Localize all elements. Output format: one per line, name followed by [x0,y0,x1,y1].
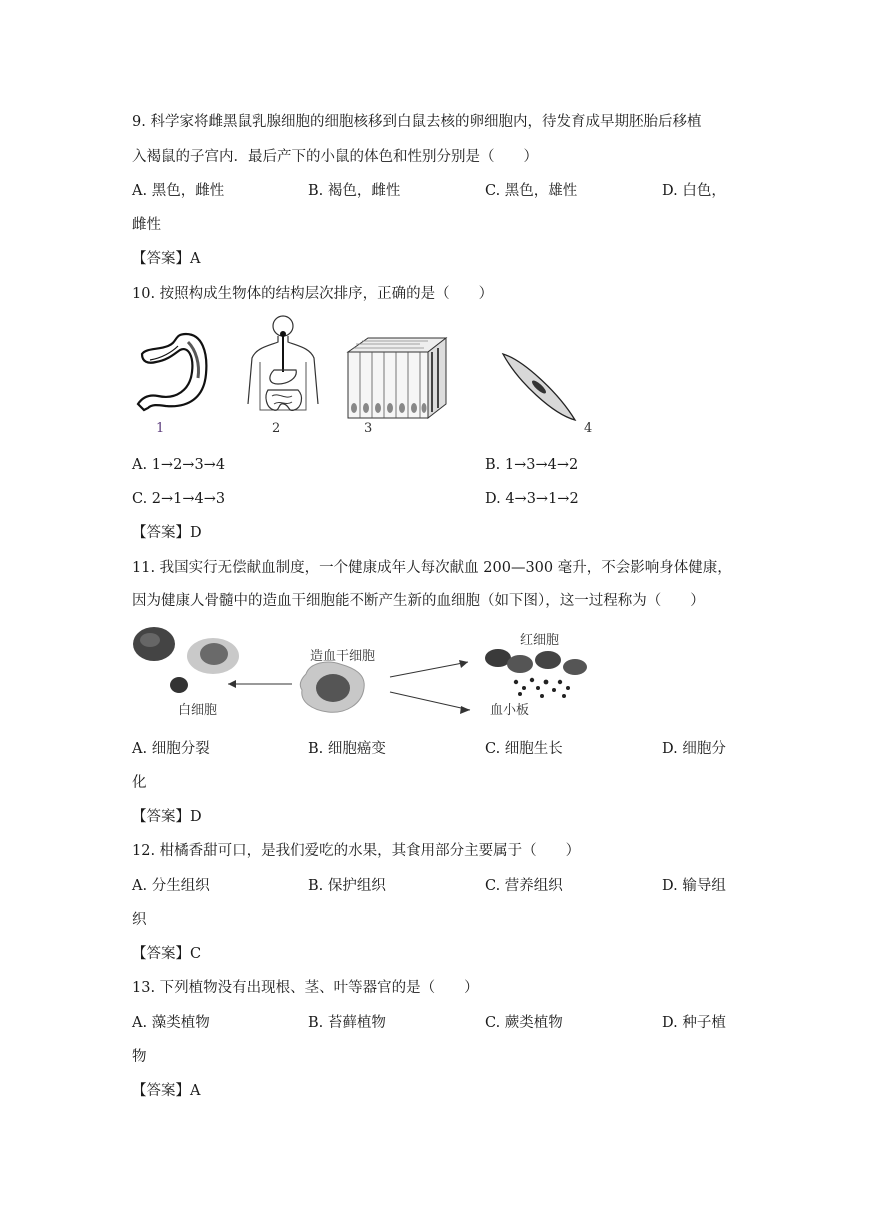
fig10-label-1: 1 [156,421,165,436]
stomach-illustration [138,334,206,410]
tissue-illustration [348,338,446,418]
q11-answer: 【答案】D [132,809,202,825]
q9-option-b: B. 褐色，雌性 [308,183,401,199]
q10-answer: 【答案】D [132,525,202,541]
q13-option-d: D. 种子植 [662,1015,726,1031]
fig11-label-white-cell: 白细胞 [178,703,218,718]
q10-option-b: B. 1→3→4→2 [485,457,579,473]
q11-option-c: C. 细胞生长 [485,741,563,757]
q10-stem: 10. 按照构成生物体的结构层次排序，正确的是（ ） [132,286,494,302]
q11-option-b: B. 细胞癌变 [308,741,386,757]
red-cells-illustration [485,649,587,675]
q12-answer: 【答案】C [132,946,202,962]
q13-option-b: B. 苔藓植物 [308,1015,386,1031]
q12-option-b: B. 保护组织 [308,878,386,894]
q9-option-c: C. 黑色，雄性 [485,183,578,199]
q10-figure [128,312,593,442]
q9-option-a: A. 黑色，雌性 [132,183,225,199]
q10-option-d: D. 4→3→1→2 [485,491,579,507]
fig10-label-2: 2 [272,421,281,436]
fig11-label-stem-cell: 造血干细胞 [310,649,376,664]
muscle-cell-illustration [503,354,575,420]
q12-option-c: C. 营养组织 [485,878,563,894]
q13-option-c: C. 蕨类植物 [485,1015,563,1031]
q9-option-wrap: 雌性 [132,217,161,233]
q13-option-a: A. 藻类植物 [132,1015,210,1031]
q9-option-d: D. 白色， [662,183,726,199]
q10-option-c: C. 2→1→4→3 [132,491,226,507]
q9-stem-line1: 9. 科学家将雌黑鼠乳腺细胞的细胞核移到白鼠去核的卵细胞内，待发育成早期胚胎后移植 [132,114,702,130]
q11-stem-line1: 11. 我国实行无偿献血制度，一个健康成年人每次献血 200—300 毫升，不会影响身体健康， [132,560,732,576]
platelets-illustration [514,678,570,698]
q11-option-a: A. 细胞分裂 [132,741,210,757]
q11-figure [128,622,588,722]
white-cells-illustration [133,627,239,693]
fig10-label-4: 4 [584,421,593,436]
fig11-label-red-cell: 红细胞 [520,633,560,648]
q13-answer: 【答案】A [132,1083,201,1099]
fig10-label-3: 3 [364,421,373,436]
q10-option-a: A. 1→2→3→4 [132,457,226,473]
q11-option-d: D. 细胞分 [662,741,726,757]
q12-option-a: A. 分生组织 [132,878,210,894]
q13-option-wrap: 物 [132,1049,147,1065]
q11-option-wrap: 化 [132,775,147,791]
q9-stem-line2: 入褐鼠的子宫内．最后产下的小鼠的体色和性别分别是（ ） [132,149,538,165]
q11-stem-line2: 因为健康人骨髓中的造血干细胞能不断产生新的血细胞（如下图），这一过程称为（ ） [132,593,705,609]
q12-option-wrap: 织 [132,912,147,928]
stem-cell-illustration [300,662,364,712]
q13-stem: 13. 下列植物没有出现根、茎、叶等器官的是（ ） [132,980,479,996]
fig11-label-platelet: 血小板 [490,703,530,718]
q12-option-d: D. 输导组 [662,878,726,894]
digestive-system-illustration [248,316,318,410]
q12-stem: 12. 柑橘香甜可口，是我们爱吃的水果，其食用部分主要属于（ ） [132,843,581,859]
q9-answer: 【答案】A [132,251,201,267]
